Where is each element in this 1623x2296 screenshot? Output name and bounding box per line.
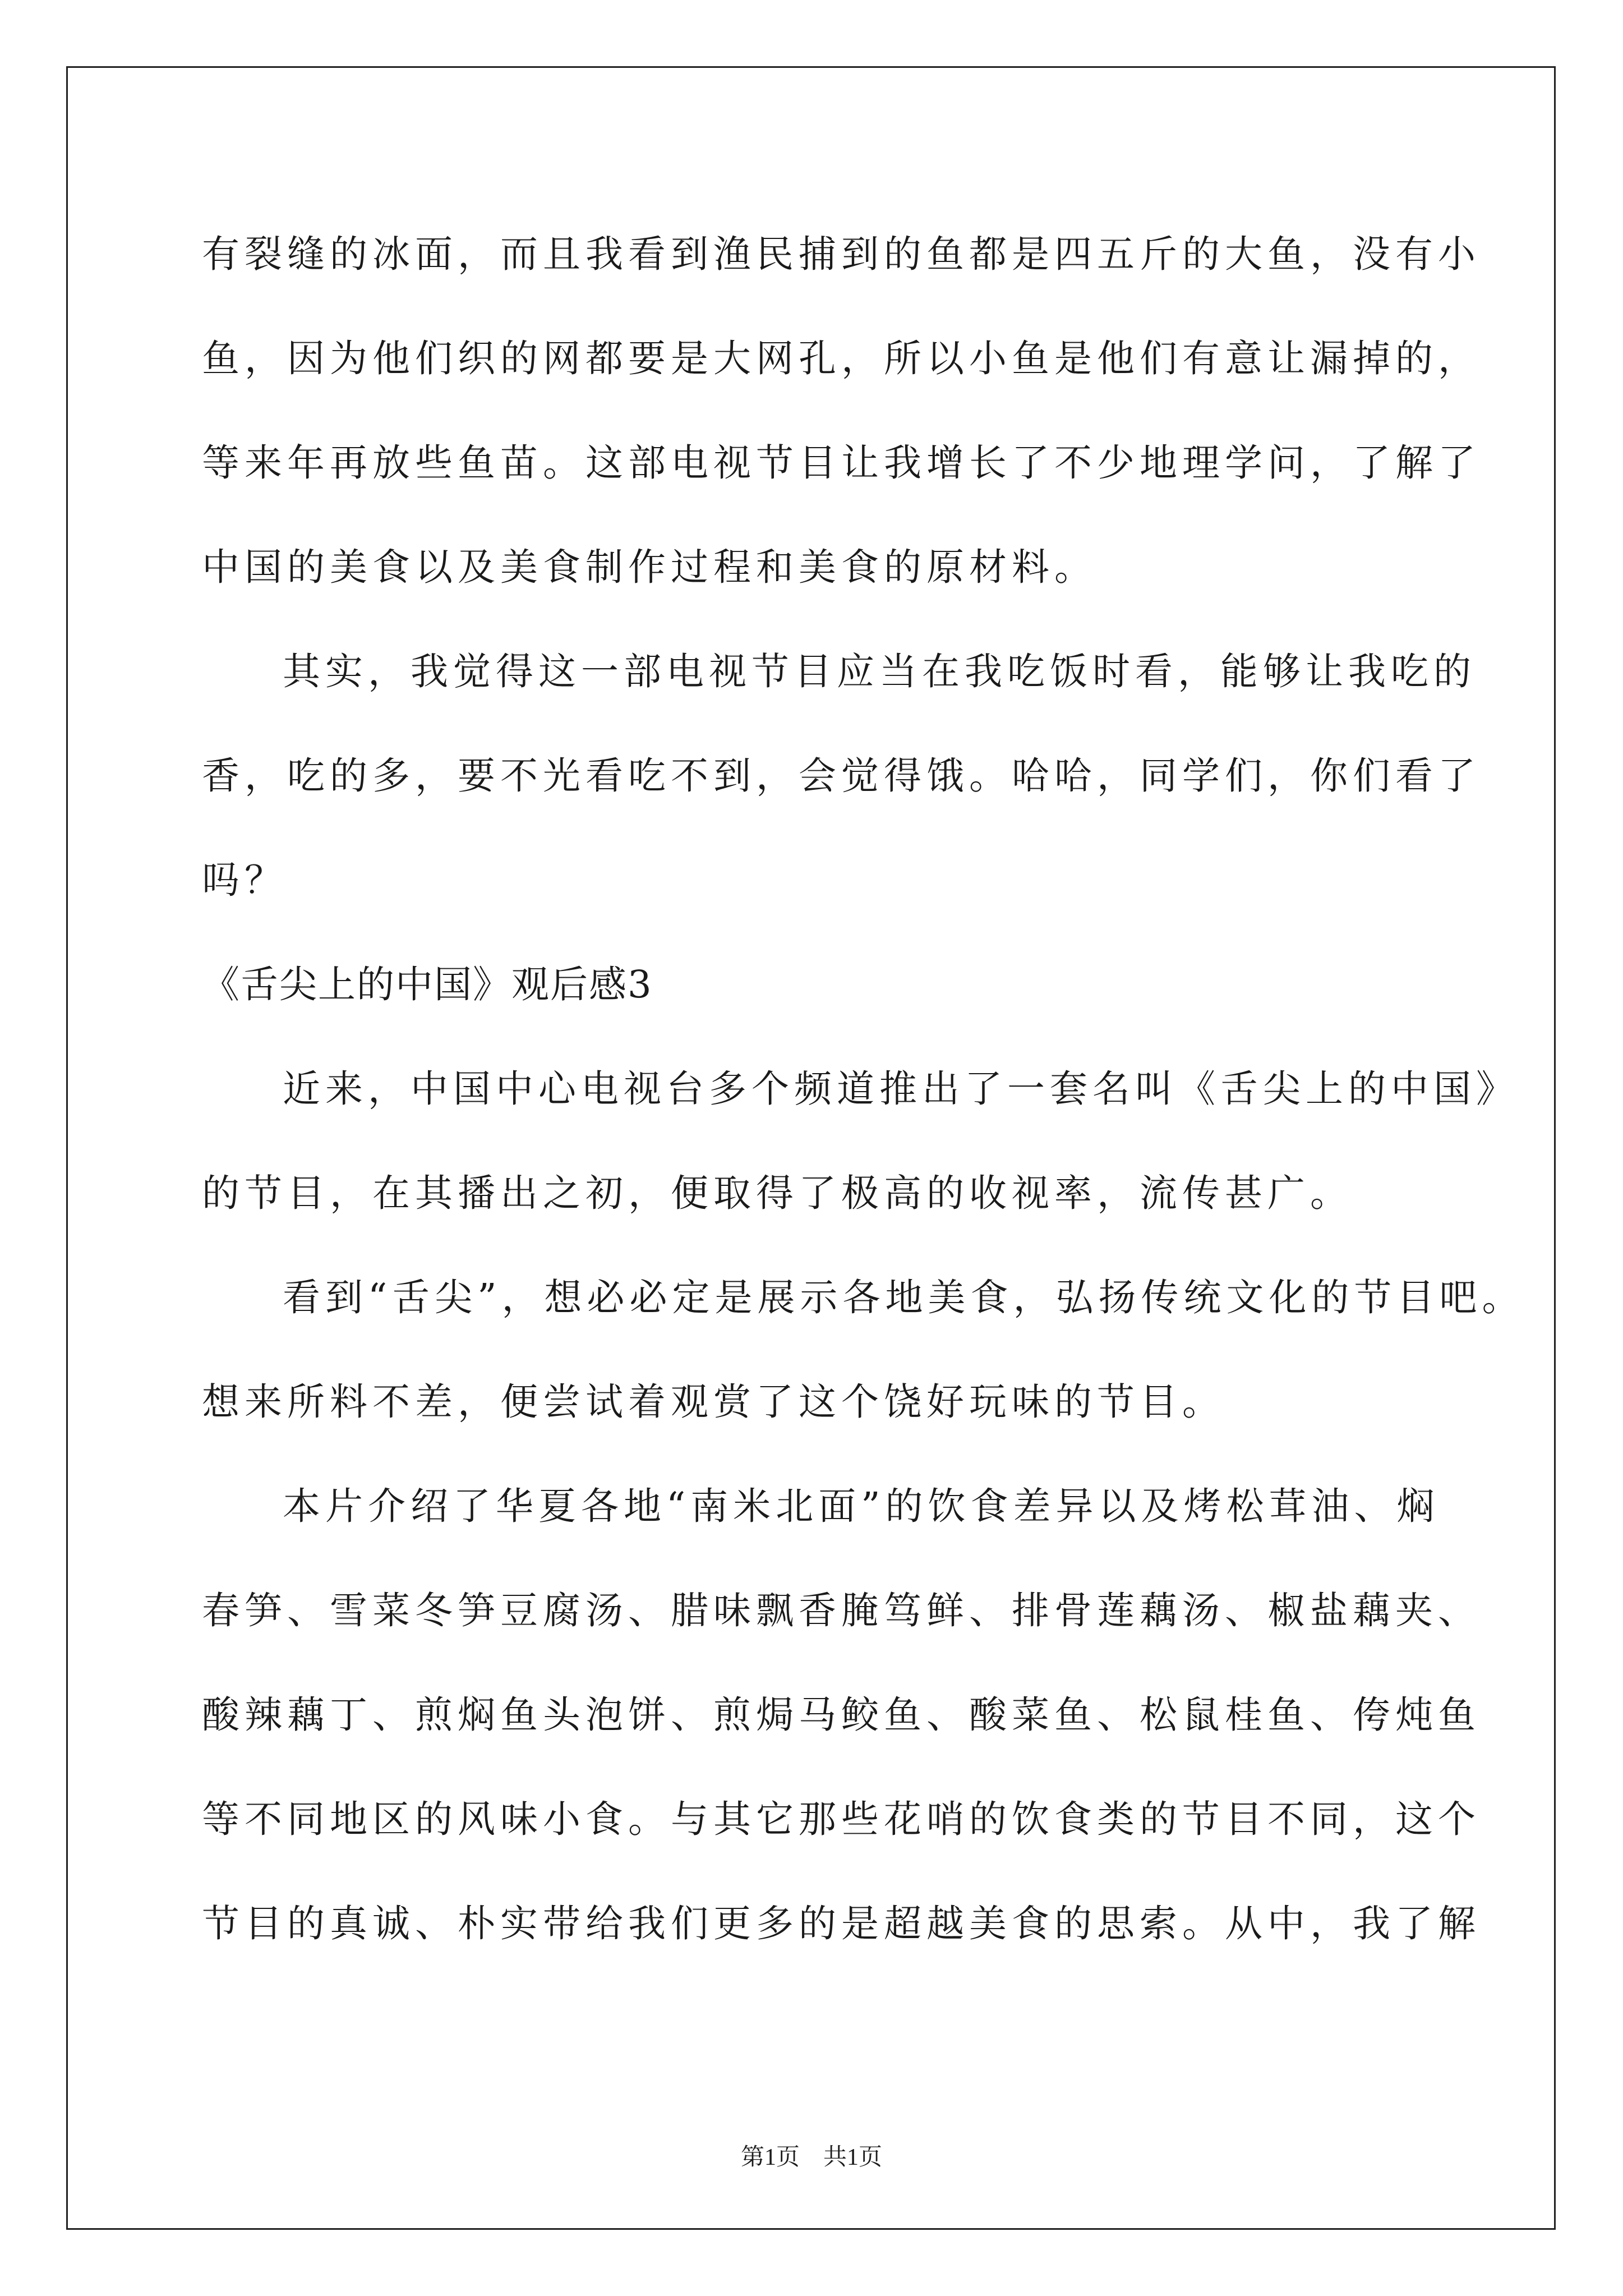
- section-heading: 《舌尖上的中国》观后感3: [202, 963, 653, 1006]
- document-body: [202, 202, 1525, 1976]
- text-line: 等来年再放些鱼苗。这部电视节目让我增长了不少地理学问，了解了: [202, 441, 1481, 485]
- text-line: 酸辣藕丁、煎焖鱼头泡饼、煎焗马鲛鱼、酸菜鱼、松鼠桂鱼、侉炖鱼: [202, 1693, 1481, 1737]
- text-line: 想来所料不差，便尝试着观赏了这个饶好玩味的节目。: [202, 1380, 1225, 1424]
- text-line: 的节目，在其播出之初，便取得了极高的收视率，流传甚广。: [202, 1171, 1353, 1215]
- text-line: 有裂缝的冰面，而且我看到渔民捕到的鱼都是四五斤的大鱼，没有小: [202, 232, 1481, 276]
- page-footer: 第1页 共1页: [740, 2145, 882, 2170]
- text-line: 鱼，因为他们织的网都要是大网孔，所以小鱼是他们有意让漏掉的，: [202, 337, 1481, 380]
- text-line: 节目的真诚、朴实带给我们更多的是超越美食的思索。从中，我了解: [202, 1902, 1481, 1945]
- text-line: 看到“舌尖”，想必必定是展示各地美食，弘扬传统文化的节目吧。: [283, 1276, 1525, 1319]
- text-line: 本片介绍了华夏各地“南米北面”的饮食差异以及烤松茸油、焖: [283, 1484, 1440, 1528]
- text-line: 吗？: [202, 858, 287, 902]
- text-line: 香，吃的多，要不光看吃不到，会觉得饿。哈哈，同学们，你们看了: [202, 754, 1481, 798]
- text-line: 等不同地区的风味小食。与其它那些花哨的饮食类的节目不同，这个: [202, 1797, 1481, 1841]
- text-line: 近来，中国中心电视台多个频道推出了一套名叫《舌尖上的中国》: [283, 1067, 1519, 1111]
- text-line: 中国的美食以及美食制作过程和美食的原材料。: [202, 545, 1097, 589]
- text-line: 其实，我觉得这一部电视节目应当在我吃饭时看，能够让我吃的: [283, 650, 1476, 693]
- text-line: 春笋、雪菜冬笋豆腐汤、腊味飘香腌笃鲜、排骨莲藕汤、椒盐藕夹、: [202, 1589, 1481, 1632]
